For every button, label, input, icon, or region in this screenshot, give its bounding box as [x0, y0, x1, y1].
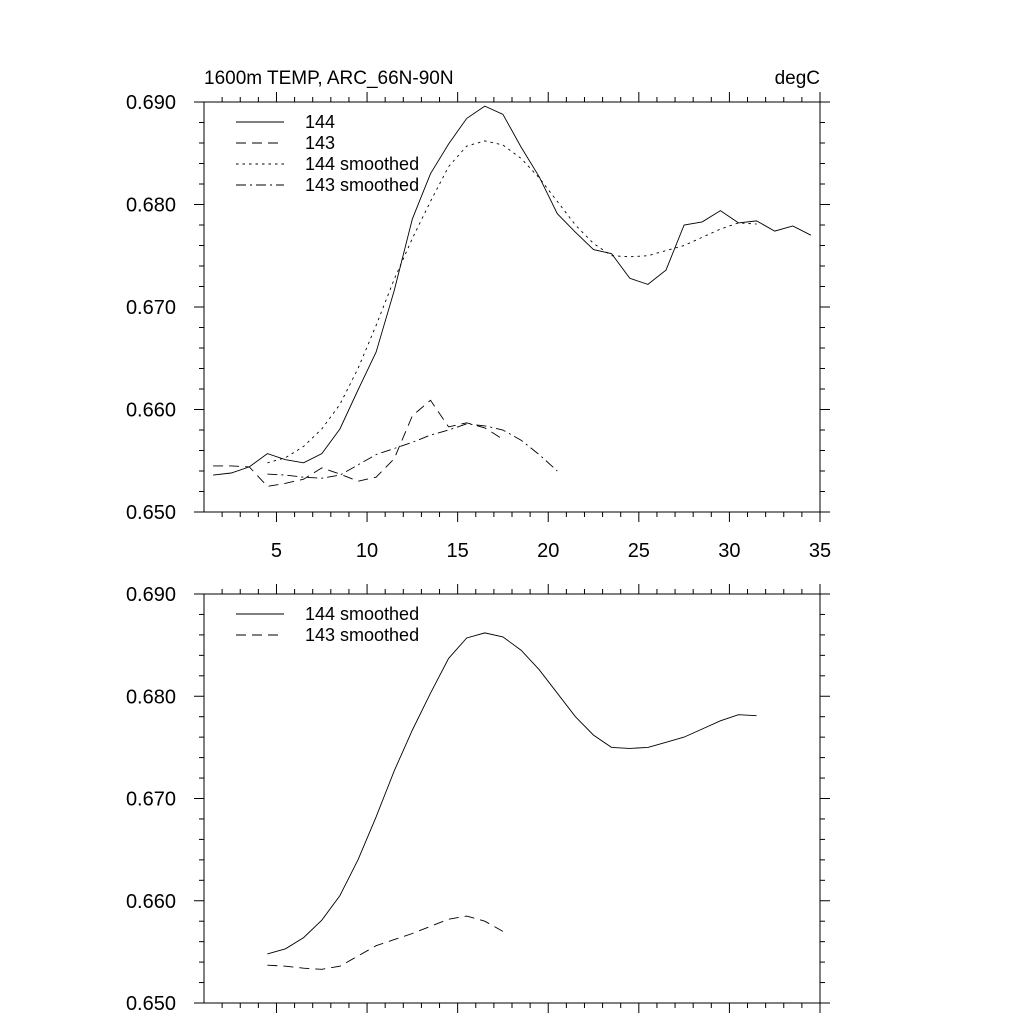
- bottom-y-tick-label: 0.650: [125, 993, 176, 1015]
- bottom-legend-label: 143 smoothed: [305, 625, 420, 645]
- top-x-tick-label: 35: [808, 540, 832, 562]
- top-x-tick-label: 30: [718, 540, 741, 562]
- bottom-legend-label: 144 smoothed: [305, 604, 420, 624]
- top-legend-label: 143 smoothed: [305, 175, 420, 195]
- top-y-tick-label: 0.680: [125, 194, 176, 217]
- bottom-y-tick-label: 0.660: [125, 890, 176, 913]
- top-x-tick-label: 5: [270, 540, 283, 562]
- top-title-left: 1600m TEMP, ARC_66N-90N: [204, 68, 454, 89]
- top-series-1-line: [213, 400, 503, 486]
- top-plot-frame: [204, 102, 820, 512]
- top-x-tick-label: 15: [446, 540, 469, 562]
- top-y-tick-label: 0.670: [125, 297, 176, 319]
- top-series-3-line: [267, 424, 557, 478]
- top-x-tick-label: 25: [627, 540, 650, 562]
- top-title-right: degC: [774, 68, 820, 89]
- bottom-panel: [126, 584, 830, 1015]
- top-y-tick-label: 0.650: [125, 502, 176, 524]
- top-y-tick-label: 0.660: [125, 399, 176, 422]
- top-x-tick-label: 20: [537, 540, 560, 562]
- top-series-0-line: [213, 106, 811, 475]
- top-legend-label: 144: [305, 112, 336, 132]
- top-legend-label: 144 smoothed: [305, 154, 420, 174]
- top-legend-label: 143: [305, 133, 336, 153]
- bottom-series-0-line: [267, 633, 756, 954]
- bottom-y-tick-label: 0.690: [125, 584, 176, 606]
- bottom-y-tick-label: 0.670: [125, 788, 176, 811]
- bottom-series-1-line: [267, 916, 503, 969]
- top-panel: [126, 68, 831, 562]
- top-y-tick-label: 0.690: [125, 92, 176, 114]
- bottom-y-tick-label: 0.680: [125, 686, 176, 709]
- top-x-tick-label: 10: [355, 540, 379, 562]
